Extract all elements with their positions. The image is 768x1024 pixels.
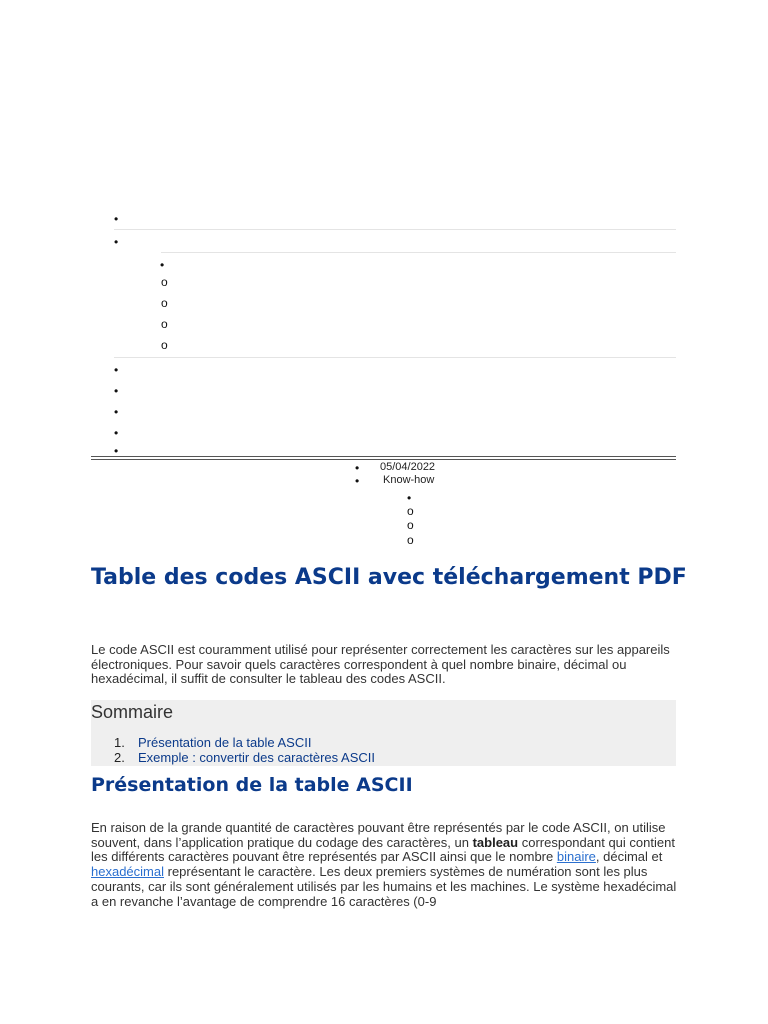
nav-divider [161,252,676,253]
meta-bullet [355,462,359,474]
binaire-link[interactable]: binaire [556,849,596,865]
nav-subbullet: o [161,296,168,310]
hexadecimal-link[interactable]: hexadécimal [91,864,164,880]
toc-item-number: 2. [114,750,125,765]
nav-bullet [114,406,118,418]
paragraph-text: En raison de la grande quantité de caractères pouvant être représentés par le code ASCII, on utilise souvent, dans l’application pratique du codage des caractères, un [91,820,666,850]
share-bullet: o [407,504,414,518]
nav-bullet [114,364,118,376]
nav-subbullet: o [161,275,168,289]
nav-subbullet: o [161,338,168,352]
paragraph-text: représentant le caractère. Les deux premiers systèmes de numération sont les plus courants, car ils sont généralement utilisés par les humains et les machines. Le système hexadécimal a en revanche l’avantage de comprendre 16 caractères (0-9 [91,864,677,909]
toc-link-exemple[interactable]: Exemple : convertir des caractères ASCII [138,750,375,765]
toc-item [114,750,375,765]
paragraph-text: , décimal et [595,849,663,865]
header-rule [91,456,676,457]
share-bullet [407,492,411,504]
toc-link-presentation[interactable]: Présentation de la table ASCII [138,735,312,750]
nav-divider [114,357,676,358]
nav-subbullet [160,259,164,271]
section-heading: Présentation de la table ASCII [91,774,413,796]
section-paragraph [91,821,681,909]
nav-bullet [114,385,118,397]
nav-bullet [114,427,118,439]
toc-item [114,735,311,750]
share-bullet: o [407,518,414,532]
toc-title: Sommaire [91,702,174,722]
nav-bullet [114,213,118,225]
page-title: Table des codes ASCII avec téléchargement PDF [91,565,687,590]
nav-bullet [114,236,118,248]
nav-subbullet: o [161,317,168,331]
bold-text: tableau [472,834,519,850]
intro-paragraph: Le code ASCII est couramment utilisé pour représenter correctement les caractères sur les appareils électroniques. Pour savoir quels caractères correspondent à quel nombre binaire, décimal ou hexadécimal, il suffit de consulter le tableau des codes ASCII. [91,642,670,687]
category-label[interactable]: Know-how [383,474,435,486]
paragraph-text: correspondant qui contient les différents caractères pouvant être représentés par ASCII ainsi que le nombre [91,834,675,865]
nav-divider [114,229,676,230]
publish-date: 05/04/2022 [380,461,436,473]
header-rule [91,459,676,460]
meta-bullet [355,475,359,487]
toc-item-number: 1. [114,735,125,750]
share-bullet: o [407,533,414,547]
